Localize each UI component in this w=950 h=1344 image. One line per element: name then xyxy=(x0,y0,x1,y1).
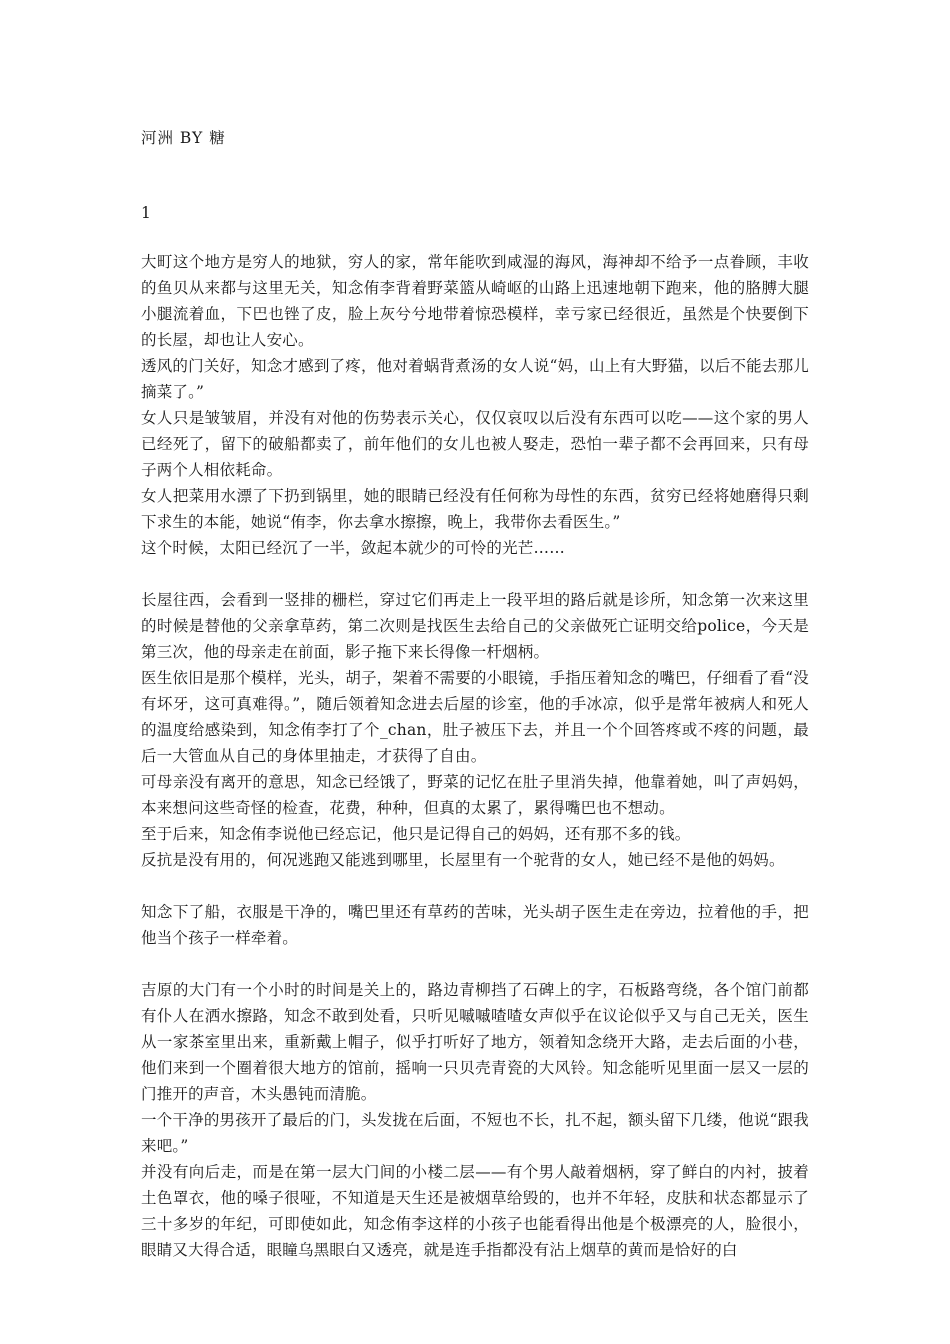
paragraph: 吉原的大门有一个小时的时间是关上的，路边青柳挡了石碑上的字，石板路弯绕，各个馆门前都有仆人在洒水擦路，知念不敢到处看，只听见嘁嘁喳喳女声似乎在议论似乎又与自己无关，医生从一家茶室里出来，重新戴上帽子，似乎打听好了地方，领着知念绕开大路，走去后面的小巷，他们来到一个圈着很大地方的馆前，摇响一只贝壳青瓷的大风铃。知念能听见里面一层又一层的门推开的声音，木头愚钝而清脆。 xyxy=(141,981,809,1103)
chapter-number: 1 xyxy=(141,204,151,222)
paragraph-spacer xyxy=(141,951,809,977)
paragraph: 大町这个地方是穷人的地狱，穷人的家，常年能吹到咸湿的海风，海神却不给予一点眷顾，丰收的鱼贝从来都与这里无关，知念侑李背着野菜篮从崎岖的山路上迅速地朝下跑来，他的胳膊大腿小腿流着血，下巴也锉了皮，脸上灰兮兮地带着惊恐模样，幸亏家已经很近，虽然是个快要倒下的长屋，却也让人安心。 xyxy=(141,253,809,349)
paragraph: 这个时候，太阳已经沉了一半，敛起本就少的可怜的光芒…… xyxy=(141,539,565,557)
paragraph: 反抗是没有用的，何况逃跑又能逃到哪里，长屋里有一个驼背的女人，她已经不是他的妈妈。 xyxy=(141,851,785,869)
paragraph: 女人把菜用水漂了下扔到锅里，她的眼睛已经没有任何称为母性的东西，贫穷已经将她磨得只剩下求生的本能，她说“侑李，你去拿水擦擦，晚上，我带你去看医生。” xyxy=(141,487,809,531)
body-text xyxy=(141,249,809,1263)
paragraph-spacer xyxy=(141,873,809,899)
paragraph: 可母亲没有离开的意思，知念已经饿了，野菜的记忆在肚子里消失掉，他靠着她，叫了声妈妈，本来想问这些奇怪的检查，花费，种种，但真的太累了，累得嘴巴也不想动。 xyxy=(141,773,809,817)
paragraph: 一个干净的男孩开了最后的门，头发拢在后面，不短也不长，扎不起，额头留下几缕，他说“跟我来吧。” xyxy=(141,1111,809,1155)
paragraph: 并没有向后走，而是在第一层大门间的小楼二层——有个男人敲着烟柄，穿了鲜白的内衬，披着土色罩衣，他的嗓子很哑，不知道是天生还是被烟草给毁的，也并不年轻，皮肤和状态都显示了三十多岁的年纪，可即使如此，知念侑李这样的小孩子也能看得出他是个极漂亮的人，脸很小，眼睛又大得合适，眼瞳乌黑眼白又透亮，就是连手指都没有沾上烟草的黄而是恰好的白 xyxy=(141,1163,809,1259)
document-title: 河洲 BY 糖 xyxy=(141,129,226,147)
paragraph-spacer xyxy=(141,561,809,587)
paragraph: 知念下了船，衣服是干净的，嘴巴里还有草药的苦味，光头胡子医生走在旁边，拉着他的手，把他当个孩子一样牵着。 xyxy=(141,903,809,947)
paragraph: 透风的门关好，知念才感到了疼，他对着蜗背煮汤的女人说“妈，山上有大野猫，以后不能去那儿摘菜了。” xyxy=(141,357,809,401)
paragraph: 长屋往西，会看到一竖排的栅栏，穿过它们再走上一段平坦的路后就是诊所，知念第一次来这里的时候是替他的父亲拿草药，第二次则是找医生去给自己的父亲做死亡证明交给police，今天是第三次，他的母亲走在前面，影子拖下来长得像一杆烟柄。 xyxy=(141,591,809,661)
paragraph: 医生依旧是那个模样，光头，胡子，架着不需要的小眼镜，手指压着知念的嘴巴，仔细看了看“没有坏牙，这可真难得。”，随后领着知念进去后屋的诊室，他的手冰凉，似乎是常年被病人和死人的温度给感染到，知念侑李打了个_chan，肚子被压下去，并且一个个回答疼或不疼的问题，最后一大管血从自己的身体里抽走，才获得了自由。 xyxy=(141,669,809,765)
paragraph: 女人只是皱皱眉，并没有对他的伤势表示关心，仅仅哀叹以后没有东西可以吃——这个家的男人已经死了，留下的破船都卖了，前年他们的女儿也被人娶走，恐怕一辈子都不会再回来，只有母子两个人相依耗命。 xyxy=(141,409,809,479)
paragraph: 至于后来，知念侑李说他已经忘记，他只是记得自己的妈妈，还有那不多的钱。 xyxy=(141,825,691,843)
